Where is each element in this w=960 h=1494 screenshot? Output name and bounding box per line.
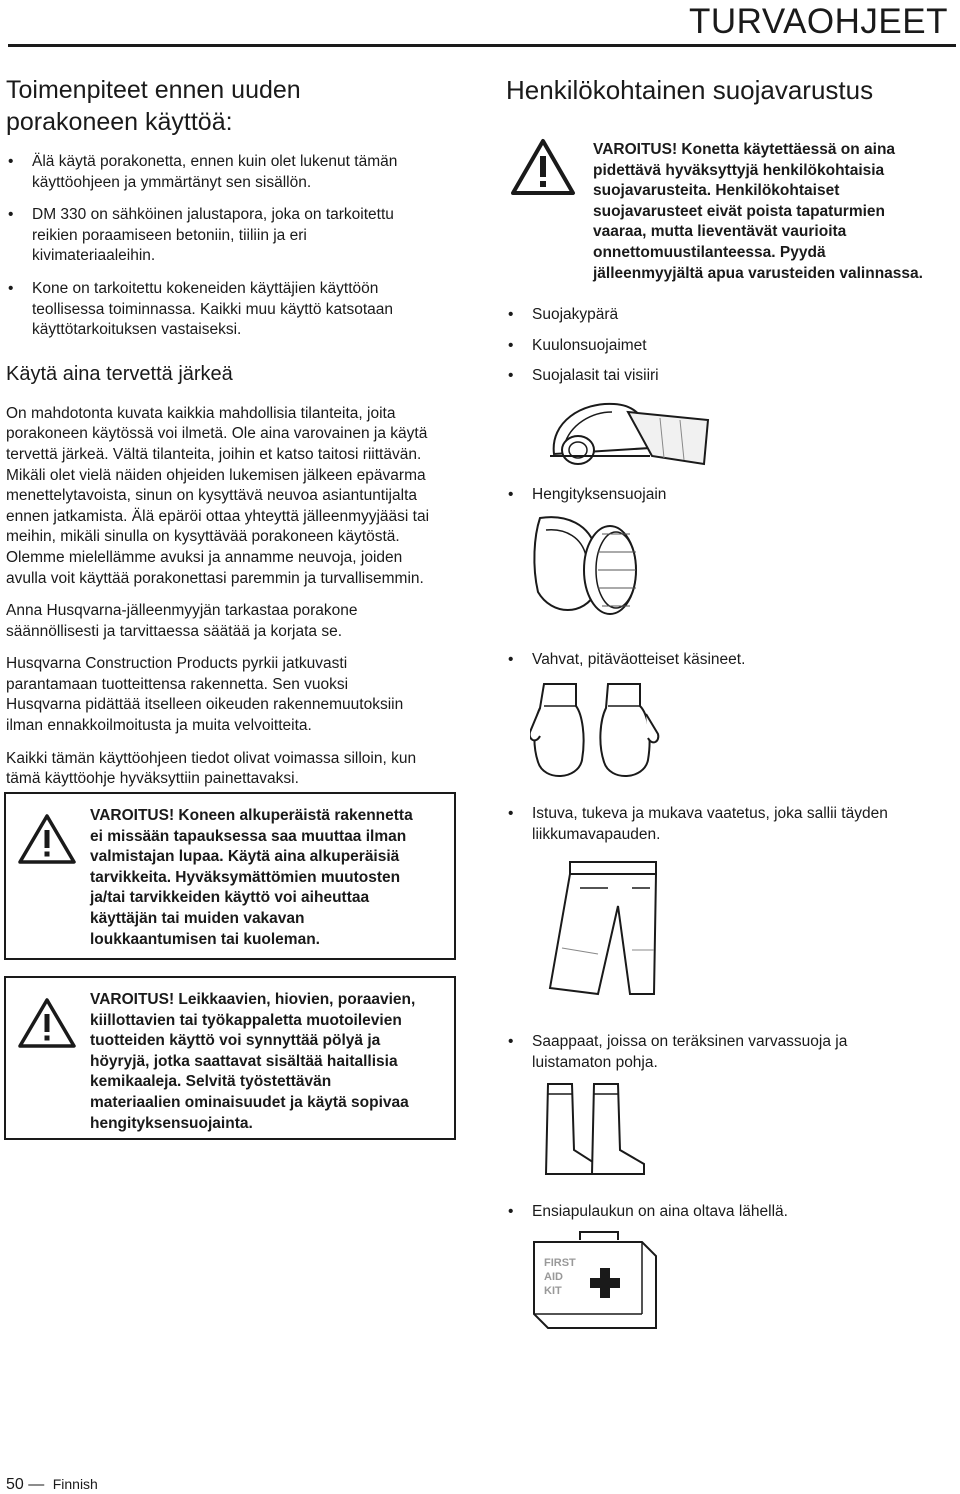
text-line: onnettomuustilanteessa. Pyydä bbox=[593, 243, 826, 261]
list-item-line: käyttöohjeen ja ymmärtänyt sen sisällön. bbox=[32, 173, 312, 191]
text-line: tervettä järkeä. Vältä tilanteita, joihin et katso taitosi riittävän. bbox=[6, 445, 422, 463]
ppe-list-respiratory bbox=[506, 485, 936, 506]
list-item bbox=[6, 152, 454, 193]
list-item-ear-protection: • Kuulonsuojaimet bbox=[506, 336, 936, 357]
list-item-line: käyttötarkoituksen vastaiseksi. bbox=[32, 321, 242, 339]
ppe-list-firstaid bbox=[506, 1202, 936, 1223]
section-heading-before-use bbox=[6, 74, 454, 138]
paragraph-validity bbox=[6, 749, 454, 790]
warning-text bbox=[90, 806, 413, 950]
list-item-first-aid: • Ensiapulaukun on aina oltava lähellä. bbox=[506, 1202, 936, 1223]
list-item-line: luistamaton pohja. bbox=[532, 1053, 658, 1071]
text-line: kiillottavien tai työkappaletta muotoilevien bbox=[90, 1011, 402, 1029]
list-item-line: teollisessa toiminnassa. Kaikki muu käyttö katsotaan bbox=[32, 300, 393, 318]
left-column bbox=[6, 74, 454, 790]
text-line: porakoneen käytössä voi ilmetä. Ole aina varovainen ja käytä bbox=[6, 425, 428, 443]
text-line: Olemme mielellämme avuksi ja annamme neuvoja, joiden bbox=[6, 548, 403, 566]
footer-language: Finnish bbox=[52, 1476, 98, 1492]
helmet-illustration bbox=[540, 398, 710, 470]
heading-line: porakoneen käyttöä: bbox=[6, 108, 233, 136]
text-line: Kaikki tämän käyttöohjeen tiedot olivat voimassa silloin, kun bbox=[6, 749, 417, 767]
text-line: ei missään tapauksessa saa muuttaa ilman bbox=[90, 827, 407, 845]
footer-dash: — bbox=[28, 1476, 45, 1493]
list-item-respirator: • Hengityksensuojain bbox=[506, 485, 936, 506]
list-item-visor: • Suojalasit tai visiiri bbox=[506, 366, 936, 387]
list-item-line: Älä käytä porakonetta, ennen kuin olet lukenut tämän bbox=[32, 153, 398, 170]
text-line: pidettävä hyväksyttyjä henkilökohtaisia bbox=[593, 161, 885, 179]
warning-text bbox=[90, 990, 415, 1134]
text-line: kemikaaleja. Selvitä työstettävän bbox=[90, 1073, 332, 1091]
text-line: ja/tai tarvikkeiden käyttö voi aiheuttaa bbox=[90, 889, 370, 907]
ppe-list-head bbox=[506, 305, 936, 387]
section-heading-common-sense: Käytä aina tervettä järkeä bbox=[6, 362, 233, 385]
list-item-line: DM 330 on sähköinen jalustapora, joka on tarkoitettu bbox=[32, 206, 394, 224]
gloves-illustration bbox=[530, 680, 660, 784]
list-item-line: liikkumavapauden. bbox=[532, 825, 661, 843]
text-line: tarvikkeita. Hyväksymättömien muutosten bbox=[90, 868, 401, 886]
list-item bbox=[6, 279, 454, 341]
text-line: ennen jatkamista. Älä epäröi ottaa yhteyttä jälleenmyyjääsi tai bbox=[6, 507, 430, 525]
text-line: hengityksensuojainta. bbox=[90, 1114, 253, 1132]
paragraph-product-development bbox=[6, 654, 454, 736]
section-heading-ppe: Henkilökohtainen suojavarustus bbox=[506, 75, 874, 105]
text-line: suojavarusteet eivät poista tapaturmien bbox=[593, 202, 886, 220]
list-item-line: reikien poraamiseen betoniin, tiiliin ja eri bbox=[32, 226, 307, 244]
first-aid-kit-illustration bbox=[530, 1230, 660, 1332]
list-item-clothing bbox=[506, 804, 936, 845]
respirator-illustration bbox=[532, 512, 644, 622]
text-line: VAROITUS! Leikkaavien, hiovien, poraavien, bbox=[90, 991, 416, 1008]
page-footer bbox=[6, 1476, 98, 1494]
warning-triangle-icon bbox=[510, 138, 576, 196]
ppe-list-boots bbox=[506, 1032, 936, 1073]
text-line: avulla voit käyttää porakonettasi paremmin ja turvallisemmin. bbox=[6, 569, 424, 587]
heading-line: Toimenpiteet ennen uuden bbox=[6, 76, 301, 104]
text-line: ilman ennakkoilmoitusta ja muita velvoitteita. bbox=[6, 717, 312, 735]
list-item-line: Istuva, tukeva ja mukava vaatetus, joka sallii täyden bbox=[532, 805, 888, 822]
text-line: Husqvarna pidättää itselleen oikeuden rakennemuutoksiin bbox=[6, 696, 404, 714]
warning-triangle-icon bbox=[18, 814, 76, 864]
header-rule bbox=[8, 44, 956, 47]
list-item-line: Kone on tarkoitettu kokeneiden käyttäjien käyttöön bbox=[32, 279, 379, 297]
text-line: tuotteiden käyttö voi synnyttää pölyä ja bbox=[90, 1032, 381, 1050]
text-line: tämä käyttöohje hyväksyttiin painettavaksi. bbox=[6, 770, 299, 788]
text-line: vaaraa, mutta lieventävät vaurioita bbox=[593, 223, 847, 241]
text-line: menettelytavoista, sinun on kysyttävä neuvoa asiantuntijalta bbox=[6, 487, 417, 505]
list-item bbox=[6, 205, 454, 267]
text-line: On mahdotonta kuvata kaikkia mahdollisia tilanteita, joita bbox=[6, 404, 396, 422]
ppe-list-clothing bbox=[506, 804, 936, 845]
paragraph-common-sense bbox=[6, 404, 454, 589]
first-aid-label-line: KIT bbox=[544, 1285, 562, 1297]
trousers-illustration bbox=[540, 858, 660, 998]
warning-text-ppe bbox=[593, 140, 923, 284]
warning-box-dust bbox=[4, 976, 456, 1140]
text-line: jälleenmyyjältä apua varusteiden valinnassa. bbox=[593, 264, 923, 282]
list-item-line: Saappaat, joissa on teräksinen varvassuoja ja bbox=[532, 1033, 848, 1050]
text-line: parantamaan tuotteittensa rakennetta. Sen vuoksi bbox=[6, 675, 349, 693]
text-line: Mikäli olet vielä näiden ohjeiden lukemisen jälkeen epävarma bbox=[6, 466, 426, 484]
text-line: VAROITUS! Konetta käytettäessä on aina bbox=[593, 141, 896, 158]
before-use-list bbox=[6, 152, 454, 341]
paragraph-dealer-service bbox=[6, 601, 454, 642]
warning-box-modification bbox=[4, 792, 456, 960]
page-number: 50 bbox=[6, 1476, 24, 1493]
list-item-boots bbox=[506, 1032, 936, 1073]
list-item-helmet: • Suojakypärä bbox=[506, 305, 936, 326]
text-line: meihin, mikäli sinulla on kysyttävää porakoneen käytöstä. bbox=[6, 528, 400, 546]
text-line: säännöllisesti ja tarvittaessa säätää ja korjata se. bbox=[6, 622, 343, 640]
warning-triangle-icon bbox=[18, 998, 76, 1048]
text-line: Anna Husqvarna-jälleenmyyjän tarkastaa porakone bbox=[6, 602, 358, 620]
text-line: Husqvarna Construction Products pyrkii jatkuvasti bbox=[6, 655, 348, 673]
list-item-gloves: • Vahvat, pitäväotteiset käsineet. bbox=[506, 650, 936, 671]
list-item-line: kivimateriaaleihin. bbox=[32, 247, 156, 265]
text-line: höyryjä, jotka saattavat sisältää haitallisia bbox=[90, 1052, 398, 1070]
text-line: valmistajan lupaa. Käytä aina alkuperäisiä bbox=[90, 848, 400, 866]
text-line: loukkaantumisen tai kuoleman. bbox=[90, 930, 320, 948]
text-line: materiaalien ominaisuudet ja käytä sopivaa bbox=[90, 1093, 409, 1111]
first-aid-label-line: AID bbox=[544, 1271, 563, 1283]
page-header-title: TURVAOHJEET bbox=[689, 2, 948, 41]
boots-illustration bbox=[538, 1080, 654, 1180]
first-aid-label-line: FIRST bbox=[544, 1257, 576, 1269]
text-line: käyttäjän tai muiden vakavan bbox=[90, 909, 305, 927]
text-line: suojavarusteita. Henkilökohtaiset bbox=[593, 182, 840, 200]
text-line: VAROITUS! Koneen alkuperäistä rakennetta bbox=[90, 807, 413, 824]
ppe-list-hands bbox=[506, 650, 936, 671]
